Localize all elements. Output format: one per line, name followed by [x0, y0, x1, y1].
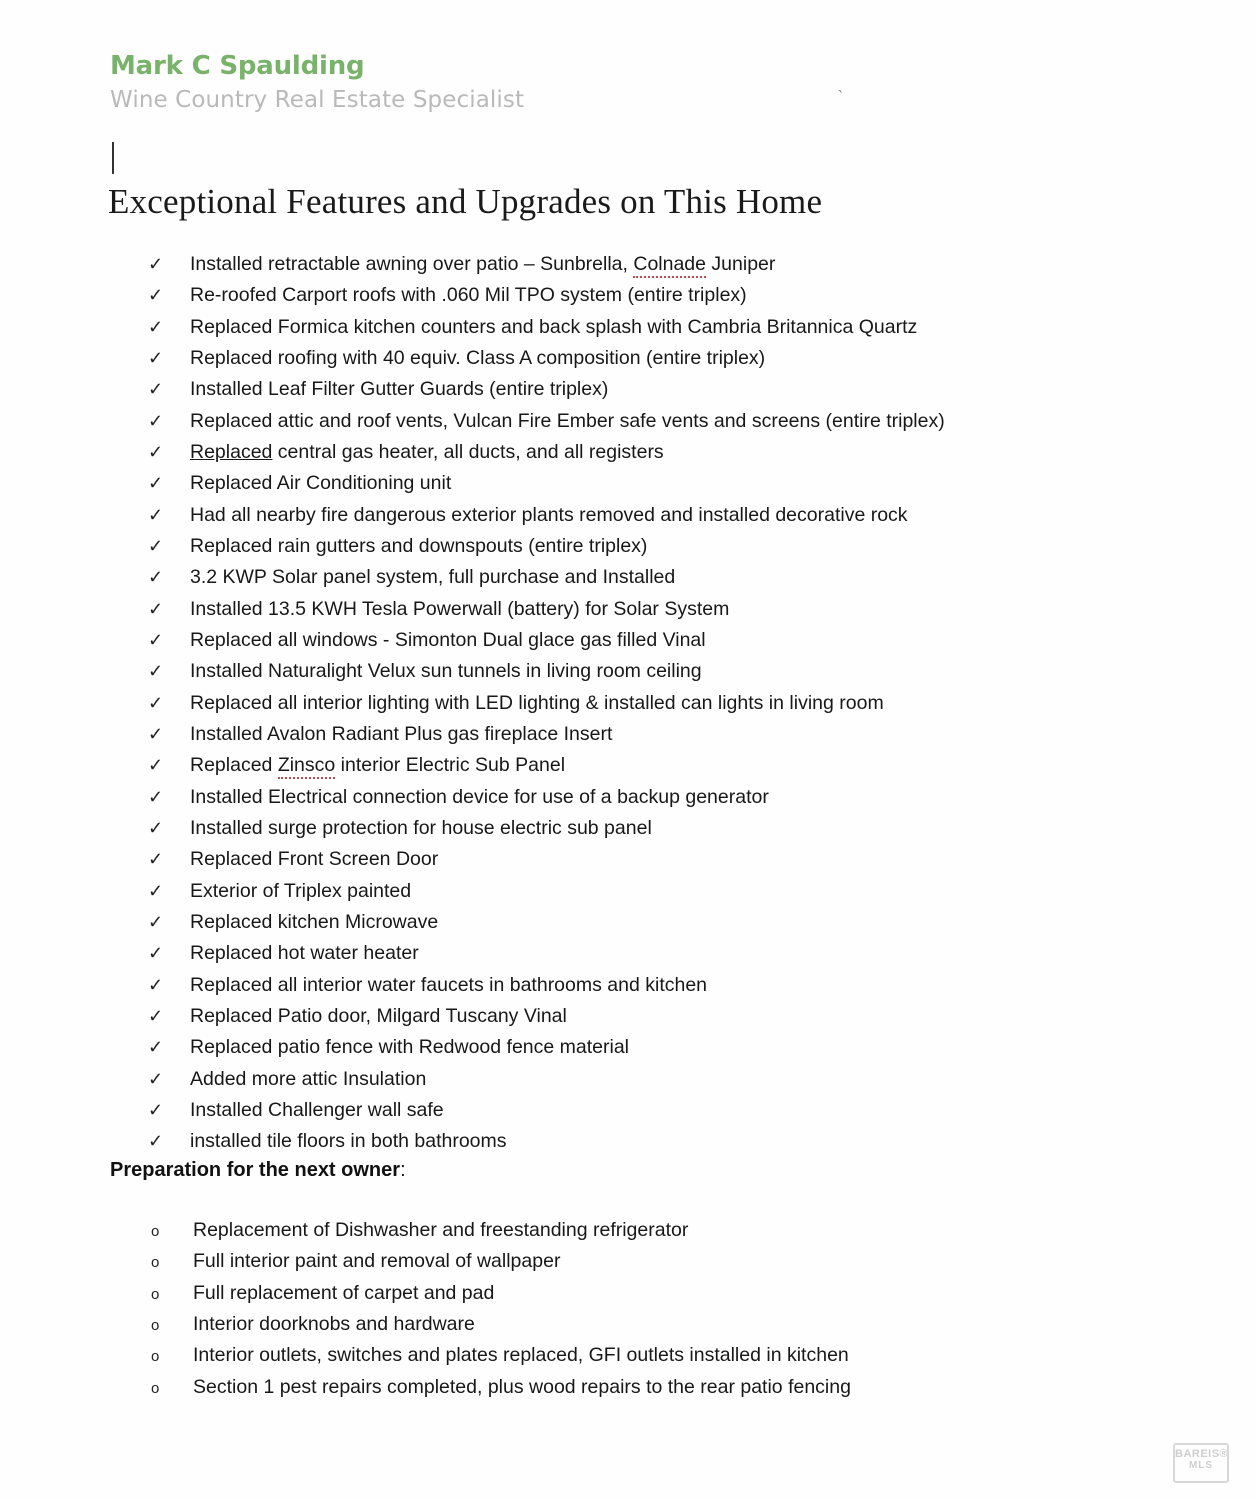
list-item-label: Replaced patio fence with Redwood fence material [190, 1036, 630, 1059]
list-item-label: Replaced rain gutters and downspouts (entire triplex) [190, 534, 648, 557]
list-item [148, 659, 1148, 685]
list-item [148, 377, 1148, 403]
list-item [148, 1375, 1148, 1401]
list-item [148, 346, 1148, 372]
checkmark-icon: ✓ [148, 849, 164, 870]
list-item-label: Interior doorknobs and hardware [193, 1312, 475, 1335]
stray-tick-mark: ` [838, 88, 843, 105]
list-item [148, 1129, 1148, 1155]
page-title: Exceptional Features and Upgrades on This Home [108, 182, 823, 221]
checkmark-icon: ✓ [148, 1131, 164, 1152]
checkmark-icon: ✓ [148, 1037, 164, 1058]
list-item-label: Installed retractable awning over patio – Sunbrella, Colnade Juniper [190, 252, 1148, 278]
list-item [148, 565, 1148, 591]
features-list [148, 252, 1148, 1161]
list-item [148, 1004, 1148, 1030]
checkmark-icon: ✓ [148, 1005, 164, 1026]
list-item [148, 1249, 1148, 1275]
list-item-label: Installed surge protection for house electric sub panel [190, 816, 652, 839]
bullet-circle-icon: o [151, 1348, 160, 1366]
list-item-label: Section 1 pest repairs completed, plus wood repairs to the rear patio fencing [193, 1375, 851, 1398]
list-item-label: Replaced hot water heater [190, 942, 419, 965]
list-item-label: Replaced attic and roof vents, Vulcan Fire Ember safe vents and screens (entire triplex) [190, 409, 945, 432]
checkmark-icon: ✓ [148, 379, 164, 400]
list-item [148, 1281, 1148, 1307]
list-item-label: Installed Challenger wall safe [190, 1098, 444, 1121]
checkmark-icon: ✓ [148, 911, 164, 932]
list-item [148, 941, 1148, 967]
checkmark-icon: ✓ [148, 1068, 164, 1089]
list-item [148, 471, 1148, 497]
list-item-label: Replaced Front Screen Door [190, 848, 439, 871]
checkmark-icon: ✓ [148, 285, 164, 306]
list-item [148, 534, 1148, 560]
list-item [148, 1312, 1148, 1338]
watermark-line-1: BAREIS® [1175, 1448, 1229, 1460]
list-item-label: Replaced central gas heater, all ducts, and all registers [190, 440, 664, 463]
list-item [148, 1343, 1148, 1369]
checkmark-icon: ✓ [148, 598, 164, 619]
list-item-label: Installed 13.5 KWH Tesla Powerwall (battery) for Solar System [190, 597, 730, 620]
list-item-label: Replaced Air Conditioning unit [190, 472, 452, 495]
list-item [148, 252, 1148, 278]
bullet-circle-icon: o [151, 1285, 160, 1303]
list-item-label: Installed Naturalight Velux sun tunnels in living room ceiling [190, 660, 702, 683]
list-item [148, 753, 1148, 779]
checkmark-icon: ✓ [148, 1099, 164, 1120]
preparation-heading-text: Preparation for the next owner [110, 1159, 401, 1181]
list-item [148, 503, 1148, 529]
list-item [148, 785, 1148, 811]
list-item [148, 440, 1148, 466]
list-item [148, 691, 1148, 717]
list-item [148, 597, 1148, 623]
bullet-circle-icon: o [151, 1223, 160, 1240]
checkmark-icon: ✓ [148, 723, 164, 744]
list-item-label: Replaced Patio door, Milgard Tuscany Vinal [190, 1004, 567, 1027]
checkmark-icon: ✓ [148, 943, 164, 964]
checkmark-icon: ✓ [148, 347, 164, 368]
checkmark-icon: ✓ [148, 316, 164, 337]
checkmark-icon: ✓ [148, 535, 164, 556]
checkmark-icon: ✓ [148, 817, 164, 838]
list-item-label: Replacement of Dishwasher and freestanding refrigerator [193, 1219, 689, 1241]
agent-tagline: Wine Country Real Estate Specialist [110, 86, 525, 113]
list-item-label: Installed Avalon Radiant Plus gas fireplace Insert [190, 722, 613, 745]
list-item-label: Replaced all interior lighting with LED lighting & installed can lights in living room [190, 691, 884, 714]
preparation-heading-colon: : [400, 1159, 406, 1181]
list-item-label: 3.2 KWP Solar panel system, full purchase and Installed [190, 566, 676, 589]
checkmark-icon: ✓ [148, 254, 164, 274]
list-item-label: Installed Leaf Filter Gutter Guards (entire triplex) [190, 378, 609, 401]
checkmark-icon: ✓ [148, 473, 164, 494]
list-item [148, 816, 1148, 842]
checkmark-icon: ✓ [148, 567, 164, 588]
list-item [148, 409, 1148, 435]
list-item-label: Interior outlets, switches and plates replaced, GFI outlets installed in kitchen [193, 1344, 849, 1367]
preparation-heading [110, 1159, 406, 1182]
checkmark-icon: ✓ [148, 880, 164, 901]
list-item-label: Full interior paint and removal of wallpaper [193, 1250, 561, 1273]
list-item-label: Installed Electrical connection device for use of a backup generator [190, 785, 769, 808]
list-item [148, 973, 1148, 999]
checkmark-icon: ✓ [148, 974, 164, 995]
list-item [148, 879, 1148, 905]
checkmark-icon: ✓ [148, 441, 164, 462]
list-item [148, 847, 1148, 873]
bullet-circle-icon: o [151, 1254, 160, 1272]
list-item-label: Replaced kitchen Microwave [190, 910, 439, 933]
list-item-label: Replaced Formica kitchen counters and back splash with Cambria Britannica Quartz [190, 315, 918, 338]
list-item-label: Replaced all windows - Simonton Dual glace gas filled Vinal [190, 628, 706, 651]
list-item-label: Re-roofed Carport roofs with .060 Mil TPO system (entire triplex) [190, 284, 747, 307]
list-item [148, 1098, 1148, 1124]
bareis-mls-watermark [1173, 1443, 1229, 1483]
checkmark-icon: ✓ [148, 755, 164, 776]
list-item [148, 1035, 1148, 1061]
list-item [148, 722, 1148, 748]
list-item-label: Added more attic Insulation [190, 1067, 427, 1090]
checkmark-icon: ✓ [148, 504, 164, 525]
list-item-label: Had all nearby fire dangerous exterior plants removed and installed decorative rock [190, 503, 908, 526]
list-item [148, 315, 1148, 341]
list-item-label: Exterior of Triplex painted [190, 879, 412, 902]
checkmark-icon: ✓ [148, 410, 164, 431]
checkmark-icon: ✓ [148, 692, 164, 713]
list-item [148, 1067, 1148, 1093]
checkmark-icon: ✓ [148, 786, 164, 807]
letterhead [110, 52, 524, 113]
text-caret [112, 142, 114, 174]
list-item-label: Full replacement of carpet and pad [193, 1281, 495, 1304]
preparation-list [148, 1218, 1148, 1406]
list-item [148, 910, 1148, 936]
list-item [148, 283, 1148, 309]
bullet-circle-icon: o [151, 1379, 160, 1397]
list-item [148, 1218, 1148, 1244]
list-item-label: installed tile floors in both bathrooms [190, 1130, 507, 1153]
list-item-label: Replaced Zinsco interior Electric Sub Panel [190, 753, 1148, 779]
list-item-label: Replaced all interior water faucets in bathrooms and kitchen [190, 973, 708, 996]
checkmark-icon: ✓ [148, 661, 164, 682]
list-item-label: Replaced roofing with 40 equiv. Class A composition (entire triplex) [190, 346, 766, 369]
list-item [148, 628, 1148, 654]
bullet-circle-icon: o [151, 1316, 160, 1334]
watermark-line-2: MLS [1188, 1459, 1214, 1471]
checkmark-icon: ✓ [148, 629, 164, 650]
agent-name: Mark C Spaulding [110, 51, 365, 81]
